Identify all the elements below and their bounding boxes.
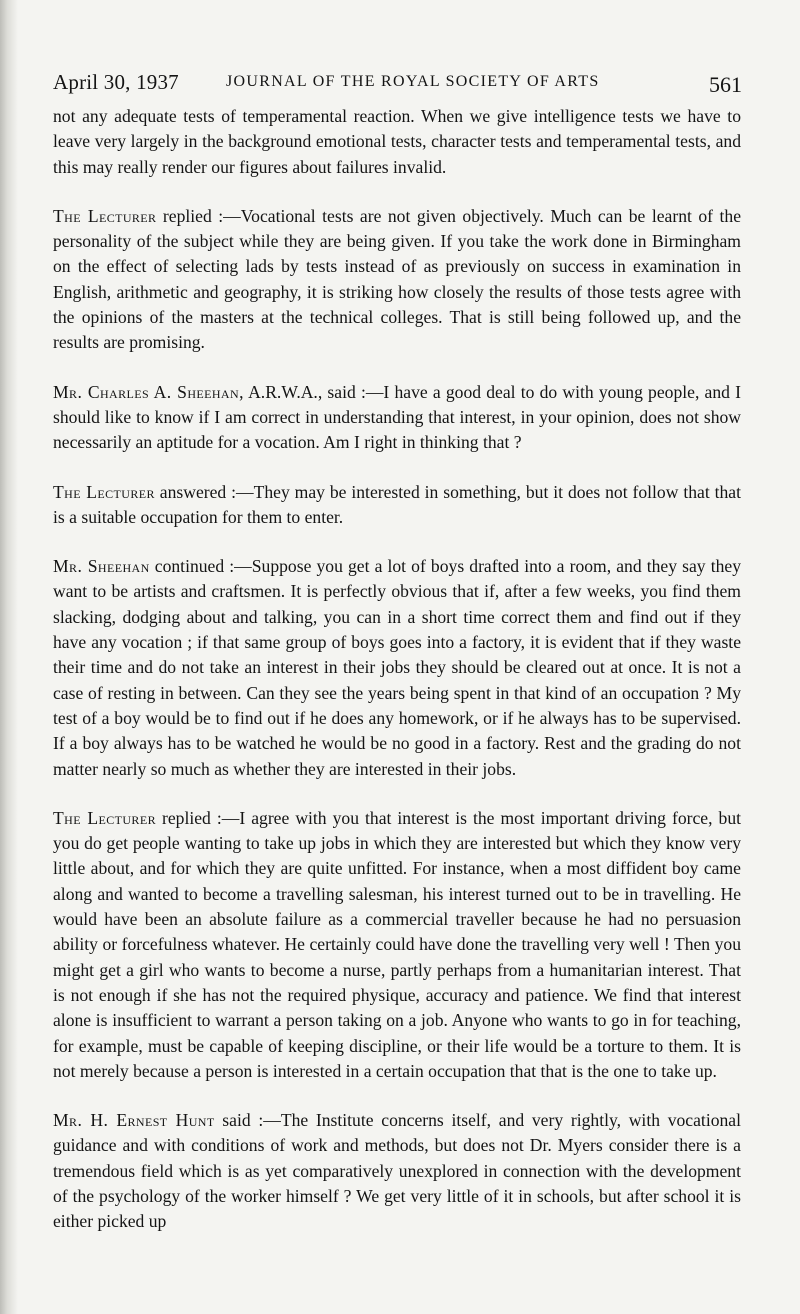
paragraph-text: replied :—Vocational tests are not given objectively. Much can be learnt of the personality of the subject while they are being given. If you take the work done in Birmingham on the effect of selecting lads by tests instead of as previously on success in examination in English, arithmetic and geography, it is striking how closely the results of those tests agree with the opinions of the masters at the technical colleges. That is still being followed up, and the results are promising. <box>53 205 741 353</box>
issue-date: April 30, 1937 <box>53 70 179 94</box>
page-number: 561 <box>709 72 742 97</box>
paragraph-text: replied :—I agree with you that interest is the most important driving force, but you do get people wanting to take up jobs in which they are interested but which they know very little about, and for which they are quite unfitted. For instance, when a most diffident boy came along and wanted to become a travelling salesman, his interest turned out to be in travelling. He would have been an absolute failure as a commercial traveller because he had no persuasion ability or forcefulness whatever. He certainly could have done the travelling very well ! Then you might get a girl who wants to become a nurse, partly perhaps from a humanitarian interest. That is not enough if she has not the required physique, accuracy and patience. We find that interest alone is insufficient to warrant a person taking on a job. Anyone who wants to go in for teaching, for example, must be capable of keeping discipline, or their life would be a torture to them. It is not merely because a person is interested in a certain occupation that that is the one to take up. <box>53 807 742 1081</box>
paragraph-text: said :—The Institute concerns itself, and very rightly, with vocational guidance and with conditions of work and methods, but does not Dr. Myers consider there is a tremendous field which is as yet comparatively unexplored in connection with the development of the psychology of the worker himself ? We get very little of it in schools, but after school it is either picked up <box>53 1110 741 1232</box>
paragraph-text: continued :—Suppose you get a lot of boys drafted into a room, and they say they want to be artists and craftsmen. It is perfectly obvious that if, after a few weeks, you find them slacking, dodging about and talking, you can in a short time correct them and find out if they have any vocation ; if that same group of boys goes into a factory, it is evident that if they waste their time and do not take an interest in their jobs they should be cleared out at once. It is not a case of resting in between. Can they see the years being spent in that kind of an occupation ? My test of a boy would be to find out if he does any homework, or if he always has to be supervised. If a boy always has to be watched he would be no good in a factory. Rest and the grading do not matter nearly so much as whether they are interested in their jobs. <box>53 556 741 779</box>
paragraph-lecturer-reply-2 <box>53 806 741 1084</box>
paragraph-sheehan-continued <box>53 554 741 782</box>
paragraph-lecturer-reply-1 <box>53 204 741 356</box>
paragraph-continuation <box>53 104 741 180</box>
article-body <box>53 104 741 1235</box>
paragraph-lecturer-answer <box>53 480 741 531</box>
journal-page <box>53 70 741 1259</box>
paragraph-text: answered :—They may be interested in something, but it does not follow that that is a suitable occupation for them to enter. <box>53 481 741 527</box>
paragraph-hunt-question <box>53 1108 741 1234</box>
page-edge-shadow <box>0 0 18 1314</box>
speaker-name: Mr. Charles A. Sheehan, <box>53 381 244 402</box>
speaker-name: Mr. H. Ernest Hunt <box>53 1110 215 1131</box>
speaker-name: The Lecturer <box>53 481 155 502</box>
paragraph-sheehan-question <box>53 380 741 456</box>
speaker-name: The Lecturer <box>53 807 156 828</box>
speaker-name: The Lecturer <box>53 205 157 226</box>
paragraph-text: not any adequate tests of temperamental reaction. When we give intelligence tests we have to leave very largely in the background emotional tests, character tests and temperamental tests, and this may really render our figures about failures invalid. <box>53 106 741 177</box>
paragraph-text: A.R.W.A., said :—I have a good deal to do with young people, and I should like to know if I am correct in understanding that interest, in your opinion, does not show necessarily an aptitude for a vocation. Am I right in thinking that ? <box>53 381 741 453</box>
journal-title: JOURNAL OF THE ROYAL SOCIETY OF ARTS <box>226 73 600 90</box>
speaker-name: Mr. Sheehan <box>53 556 150 577</box>
running-header <box>53 70 741 104</box>
